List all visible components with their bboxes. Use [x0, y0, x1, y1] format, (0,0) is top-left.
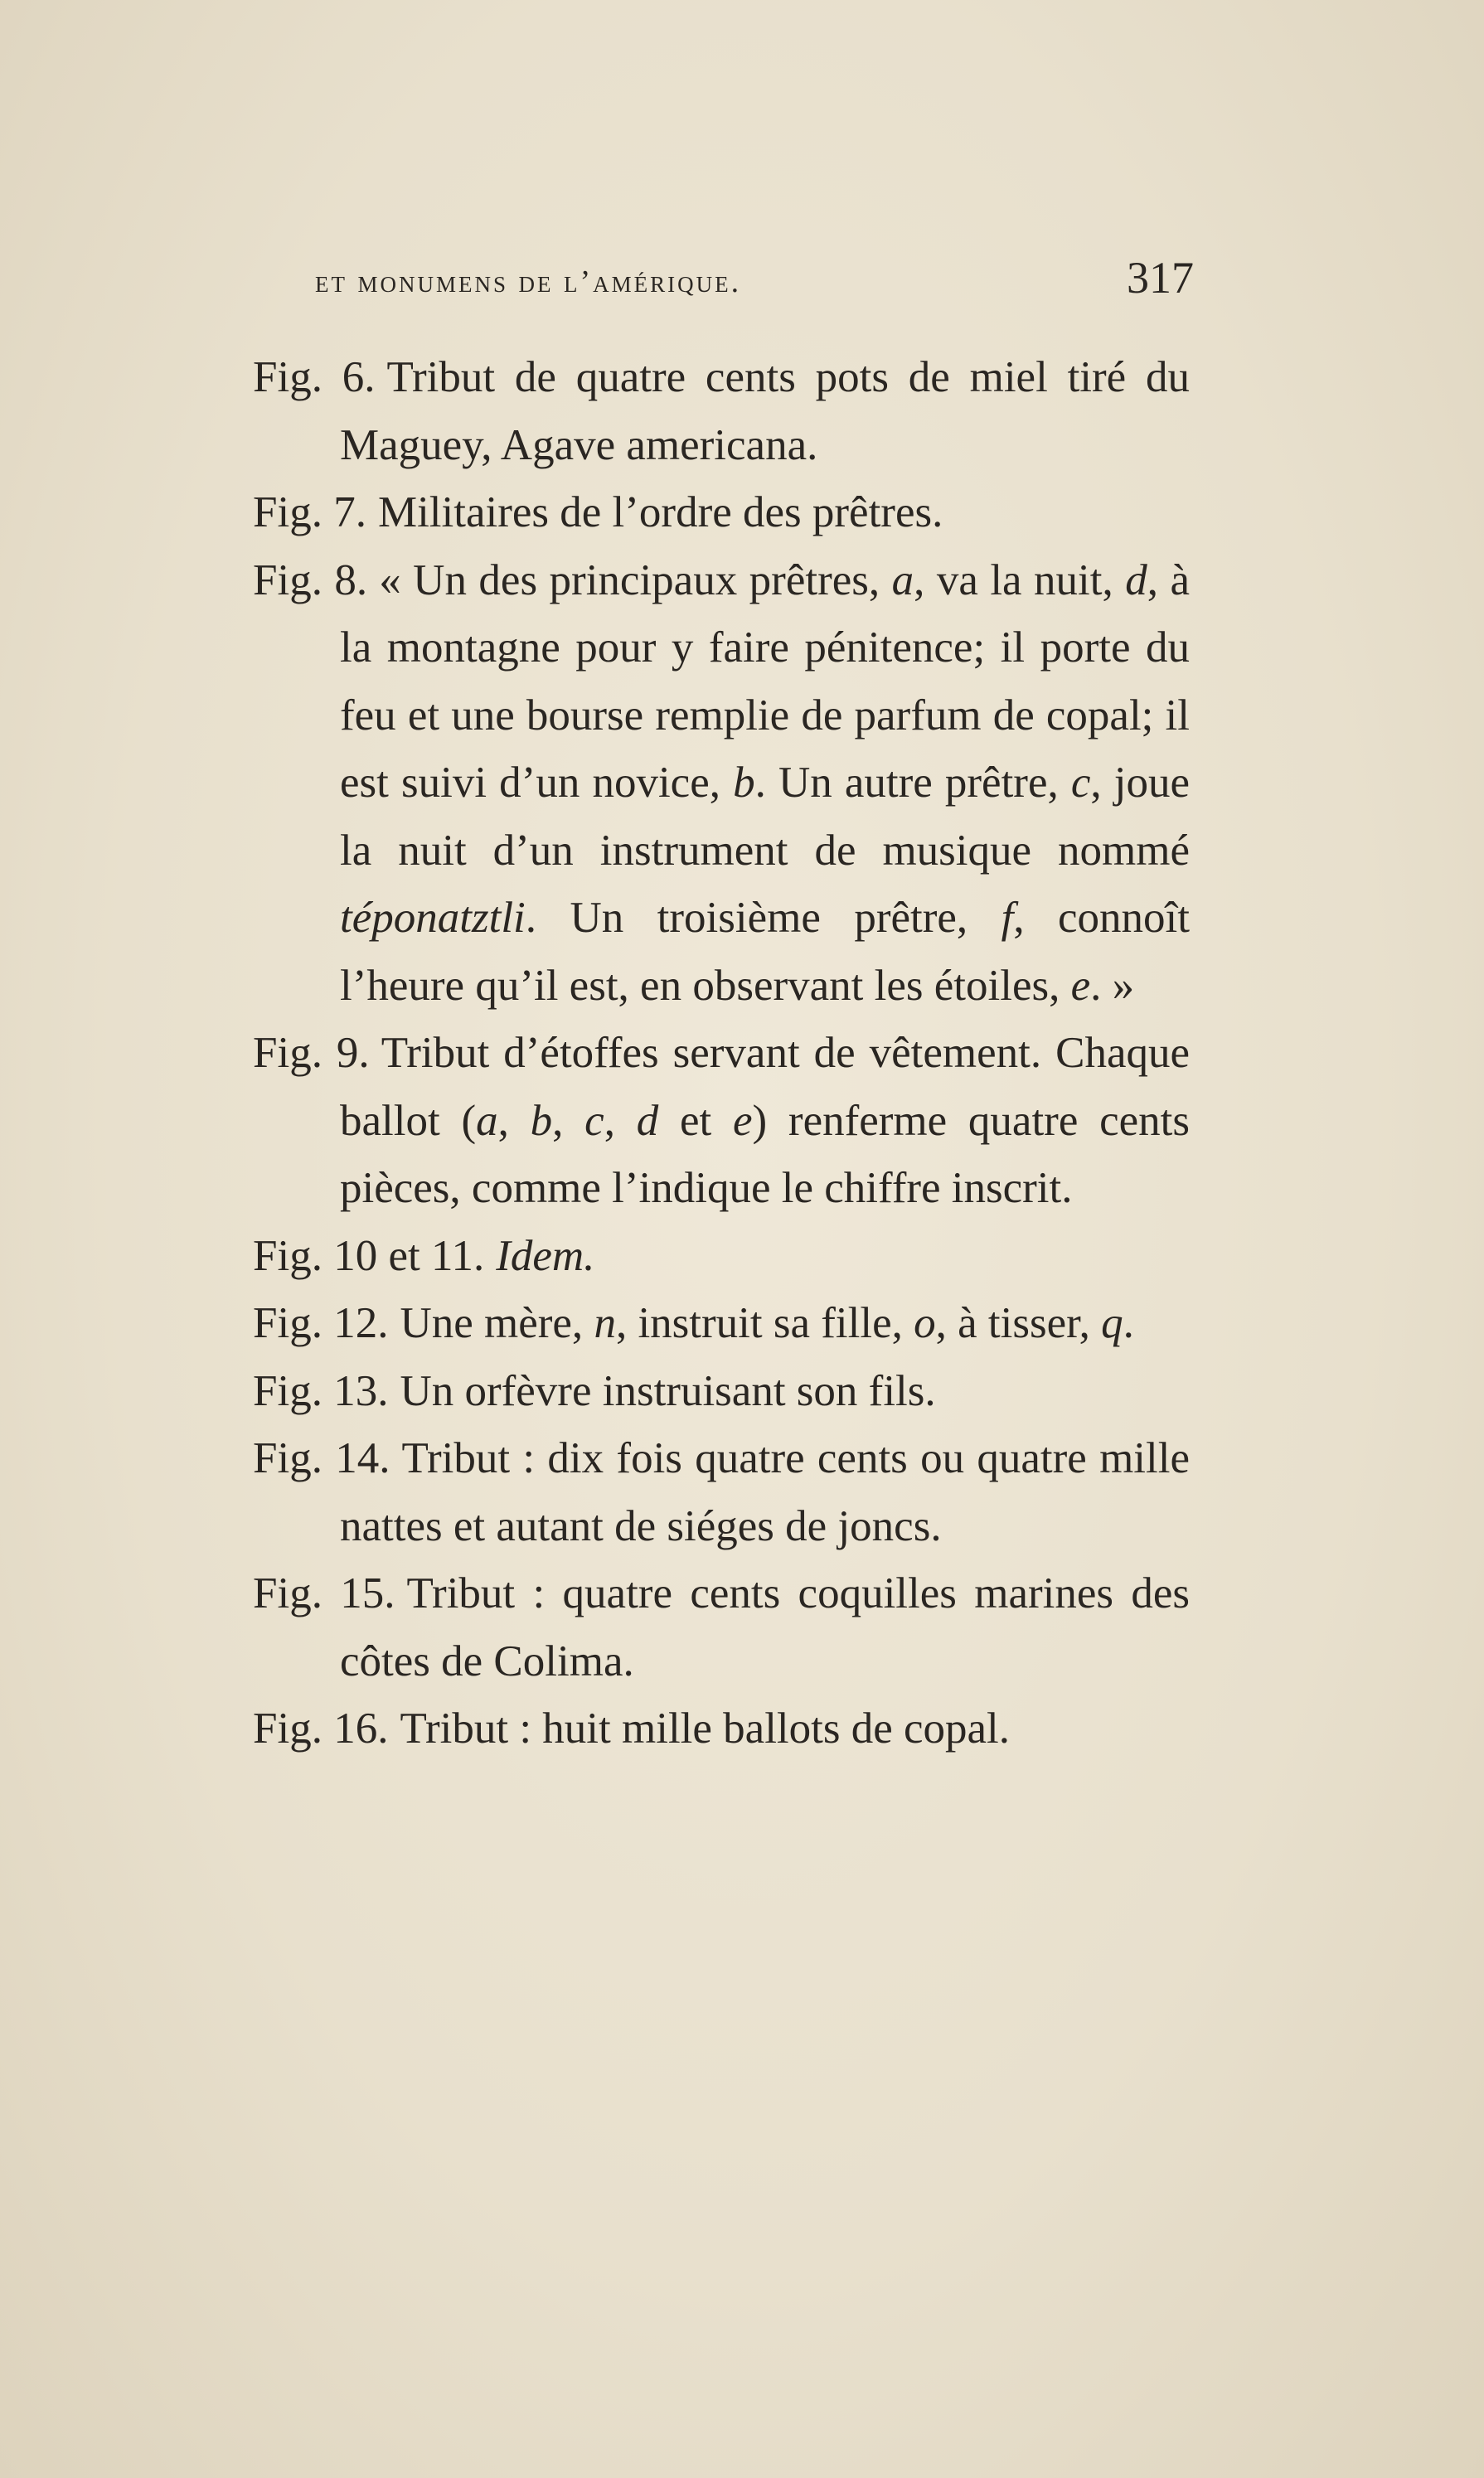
- caption-text: , à la montagne pour y faire pénitence; il porte du feu et une bourse remplie de parfum de copal; il est suivi d’un novice,: [340, 555, 1190, 807]
- italic-text: d: [636, 1096, 659, 1145]
- italic-text: f: [1001, 894, 1014, 942]
- figure-entry: [253, 1290, 1190, 1358]
- running-title: et monumens de l’amérique.: [315, 264, 742, 299]
- figure-label: Fig. 15.: [253, 1569, 395, 1617]
- italic-text: c: [1070, 759, 1091, 807]
- caption-text: ,: [604, 1096, 637, 1145]
- figure-entry: [253, 547, 1190, 1021]
- caption-text: Tribut d’étoffes servant de vêtement. Chaque ballot (: [340, 1029, 1191, 1145]
- caption-text: .: [1123, 1299, 1134, 1347]
- caption-text: Une mère,: [400, 1299, 594, 1347]
- caption-text: , connoît l’heure qu’il est, en observant les étoiles,: [340, 894, 1190, 1010]
- italic-text: d: [1125, 555, 1147, 604]
- figure-label: Fig. 9.: [253, 1029, 370, 1077]
- italic-text: q: [1101, 1299, 1123, 1347]
- caption-text: « Un des principaux prêtres,: [379, 555, 892, 604]
- figure-entry: [253, 1358, 1190, 1426]
- italic-text: c: [584, 1096, 604, 1145]
- italic-text: b: [733, 759, 755, 807]
- italic-text: téponatztli: [340, 894, 526, 942]
- figure-label: Fig. 6.: [253, 353, 376, 401]
- caption-text: Tribut de quatre cents pots de miel tiré du Maguey, Agave americana.: [340, 353, 1191, 469]
- figure-entry: [253, 1560, 1190, 1695]
- caption-text: . Un autre prêtre,: [754, 759, 1071, 807]
- italic-text: a: [476, 1096, 498, 1145]
- caption-text: ,: [497, 1096, 531, 1145]
- caption-text: ) renferme quatre cents pièces, comme l’indique le chiffre inscrit.: [340, 1096, 1191, 1212]
- figure-label: Fig. 10 et 11.: [253, 1231, 485, 1280]
- italic-text: n: [594, 1299, 616, 1347]
- caption-text: Un orfèvre instruisant son fils.: [400, 1366, 936, 1415]
- caption-text: Tribut : quatre cents coquilles marines des côtes de Colima.: [340, 1569, 1190, 1685]
- figure-label: Fig. 7.: [253, 488, 366, 536]
- caption-text: Tribut : dix fois quatre cents ou quatre mille nattes et autant de siéges de joncs.: [340, 1434, 1191, 1550]
- caption-text: , instruit sa fille,: [615, 1299, 914, 1347]
- caption-text: ,: [552, 1096, 585, 1145]
- italic-text: o: [914, 1299, 936, 1347]
- figure-entry: [253, 1425, 1190, 1560]
- figure-entry: [253, 1223, 1190, 1291]
- caption-text: , va la nuit,: [914, 555, 1126, 604]
- figure-label: Fig. 16.: [253, 1705, 389, 1753]
- figure-entry: [253, 479, 1190, 547]
- page-header: [315, 253, 1194, 330]
- caption-text: Tribut : huit mille ballots de copal.: [400, 1705, 1011, 1753]
- caption-text: Militaires de l’ordre des prêtres.: [377, 488, 943, 536]
- page-number: 317: [1127, 253, 1194, 303]
- italic-text: e: [732, 1096, 753, 1145]
- figure-entry: [253, 1695, 1190, 1763]
- italic-text: Idem.: [496, 1231, 595, 1280]
- figure-label: Fig. 12.: [253, 1299, 389, 1347]
- figure-label: Fig. 13.: [253, 1366, 389, 1415]
- caption-text: . »: [1090, 961, 1135, 1010]
- caption-text: , joue la nuit d’un instrument de musique nommé: [340, 759, 1191, 875]
- italic-text: b: [530, 1096, 553, 1145]
- figure-label: Fig. 14.: [253, 1434, 390, 1482]
- caption-text: et: [658, 1096, 733, 1145]
- figure-entry: [253, 344, 1190, 479]
- caption-text: . Un troisième prêtre,: [525, 894, 1001, 942]
- italic-text: a: [891, 555, 914, 604]
- figure-caption-list: [253, 344, 1190, 1763]
- caption-text: , à tisser,: [935, 1299, 1102, 1347]
- figure-entry: [253, 1020, 1190, 1223]
- italic-text: e: [1070, 961, 1091, 1010]
- figure-label: Fig. 8.: [253, 555, 368, 604]
